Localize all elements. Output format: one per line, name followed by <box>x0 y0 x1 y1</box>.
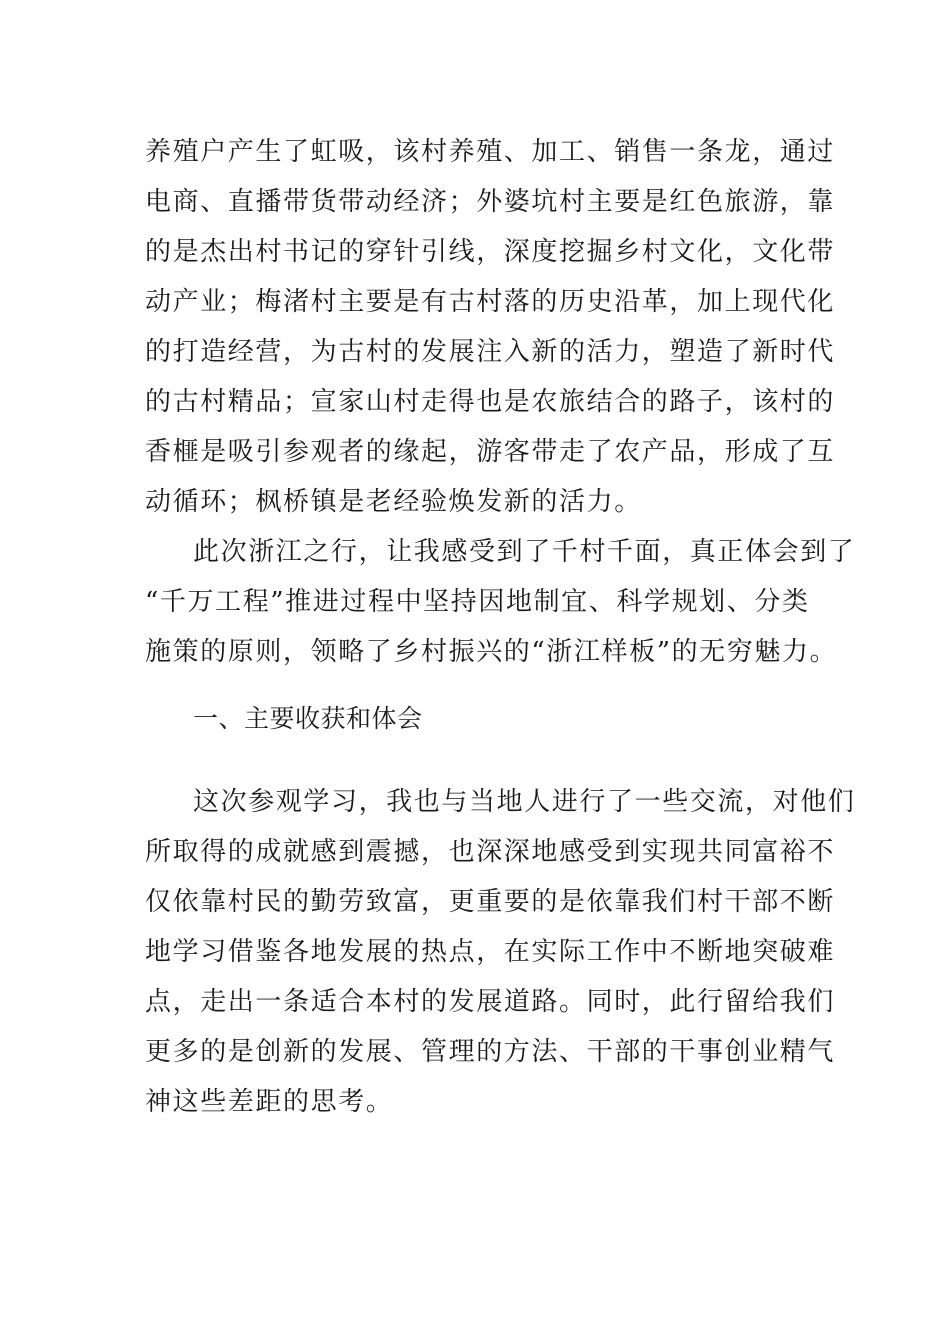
paragraph-1-line-6: 的古村精品；宣家山村走得也是农旅结合的路子，该村的 <box>145 387 836 417</box>
paragraph-1-line-1: 养殖户产生了虹吸，该村养殖、加工、销售一条龙，通过 <box>145 137 836 167</box>
paragraph-3-line-5: 点，走出一条适合本村的发展道路。同时，此行留给我们 <box>145 987 836 1017</box>
paragraph-1-line-2: 电商、直播带货带动经济；外婆坑村主要是红色旅游，靠 <box>145 187 836 217</box>
paragraph-1-line-7: 香榧是吸引参观者的缘起，游客带走了农产品，形成了互 <box>145 437 836 467</box>
paragraph-3-line-6: 更多的是创新的发展、管理的方法、干部的干事创业精气 <box>145 1037 836 1067</box>
paragraph-3-line-7: 神这些差距的思考。 <box>145 1087 394 1117</box>
paragraph-1-line-8: 动循环；枫桥镇是老经验焕发新的活力。 <box>145 487 642 517</box>
paragraph-3-line-2: 所取得的成就感到震撼，也深深地感受到实现共同富裕不 <box>145 837 836 867</box>
paragraph-3-line-1: 这次参观学习，我也与当地人进行了一些交流，对他们 <box>193 787 856 817</box>
paragraph-1-line-3: 的是杰出村书记的穿针引线，深度挖掘乡村文化，文化带 <box>145 237 836 267</box>
paragraph-1-line-5: 的打造经营，为古村的发展注入新的活力，塑造了新时代 <box>145 337 836 367</box>
section-heading: 一、主要收获和体会 <box>193 704 423 733</box>
paragraph-2-line-3: 施策的原则，领略了乡村振兴的“浙江样板”的无穷魅力。 <box>145 637 838 667</box>
paragraph-1-line-4: 动产业；梅渚村主要是有古村落的历史沿革，加上现代化 <box>145 287 836 317</box>
paragraph-2-line-2: “千万工程”推进过程中坚持因地制宜、科学规划、分类 <box>145 587 810 617</box>
paragraph-2-line-1: 此次浙江之行，让我感受到了千村千面，真正体会到了 <box>193 537 856 567</box>
paragraph-3-line-4: 地学习借鉴各地发展的热点，在实际工作中不断地突破难 <box>145 937 836 967</box>
paragraph-3-line-3: 仅依靠村民的勤劳致富，更重要的是依靠我们村干部不断 <box>145 887 836 917</box>
